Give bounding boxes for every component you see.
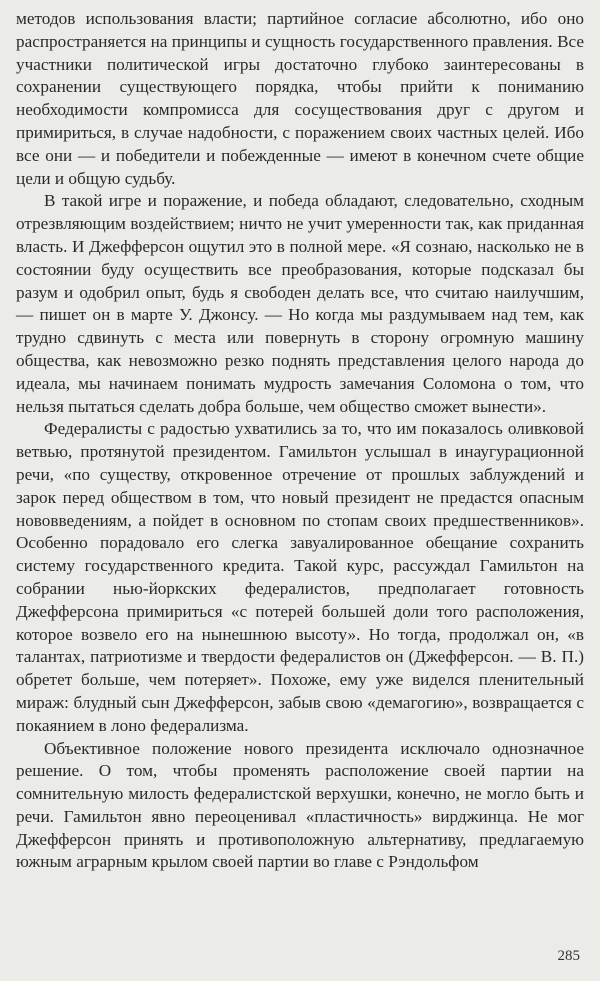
body-text <box>16 8 584 874</box>
paragraph-2: В такой игре и поражение, и победа обладают, следовательно, сходным отрезвляющим воздействием; ничто не учит умеренности так, как приданная власть. И Джефферсон ощутил это в полной мере. «Я сознаю, насколько не в состоянии буду осуществить все преобразования, которые подсказал бы разум и одобрил опыт, будь я свободен делать все, что считаю наилучшим, — пишет он в марте У. Джонсу. — Но когда мы раздумываем над тем, как трудно сдвинуть с места или повернуть в сторону огромную машину общества, как невозможно резко поднять представления целого народа до идеала, мы начинаем понимать мудрость замечания Соломона о том, что нельзя пытаться сделать добра больше, чем общество сможет вынести». <box>16 191 584 416</box>
paragraph-4: Объективное положение нового президента исключало однозначное решение. О том, чтобы променять расположение своей партии на сомнительную милость федералистской верхушки, конечно, не могло быть и речи. Гамильтон явно переоценивал «пластичность» вирджинца. Не мог Джефферсон принять и противоположную альтернативу, предлагаемую южным аграрным крылом своей партии во главе с Рэндольфом <box>16 738 584 872</box>
paragraph-3: Федералисты с радостью ухватились за то, что им показалось оливковой ветвью, протянутой президентом. Гамильтон услышал в инаугурационной речи, «по существу, откровенное отречение от прошлых заблуждений и зарок перед обществом в том, что новый президент не предастся опасным нововведениям, а пойдет в основном по стопам своих предшественников». Особенно порадовало его слегка завуалированное обещание сохранить систему государственного кредита. Такой курс, рассуждал Гамильтон на собрании нью-йоркских федералистов, предполагает готовность Джефферсона примириться «с потерей большей доли того расположения, которое возвело его на нынешнюю высоту». Но тогда, продолжал он, «в талантах, патриотизме и твердости федералистов он (Джефферсон. — В. П.) обретет больше, чем потеряет». Похоже, ему уже виделся пленительный мираж: блудный сын Джефферсон, забыв свою «демагогию», возвращается с покаянием в лоно федерализма. <box>16 419 584 735</box>
paragraph-1: методов использования власти; партийное согласие абсолютно, ибо оно распространяется на принципы и сущность государственного правления. Все участники политической игры достаточно глубоко заинтересованы в сохранении существующего порядка, чтобы прийти к пониманию необходимости компромисса для сосуществования друг с другом и примириться, в случае надобности, с поражением своих частных целей. Ибо все они — и победители и побежденные — имеют в конечном счете общие цели и общую судьбу. <box>16 9 584 188</box>
page-number: 285 <box>557 948 580 964</box>
